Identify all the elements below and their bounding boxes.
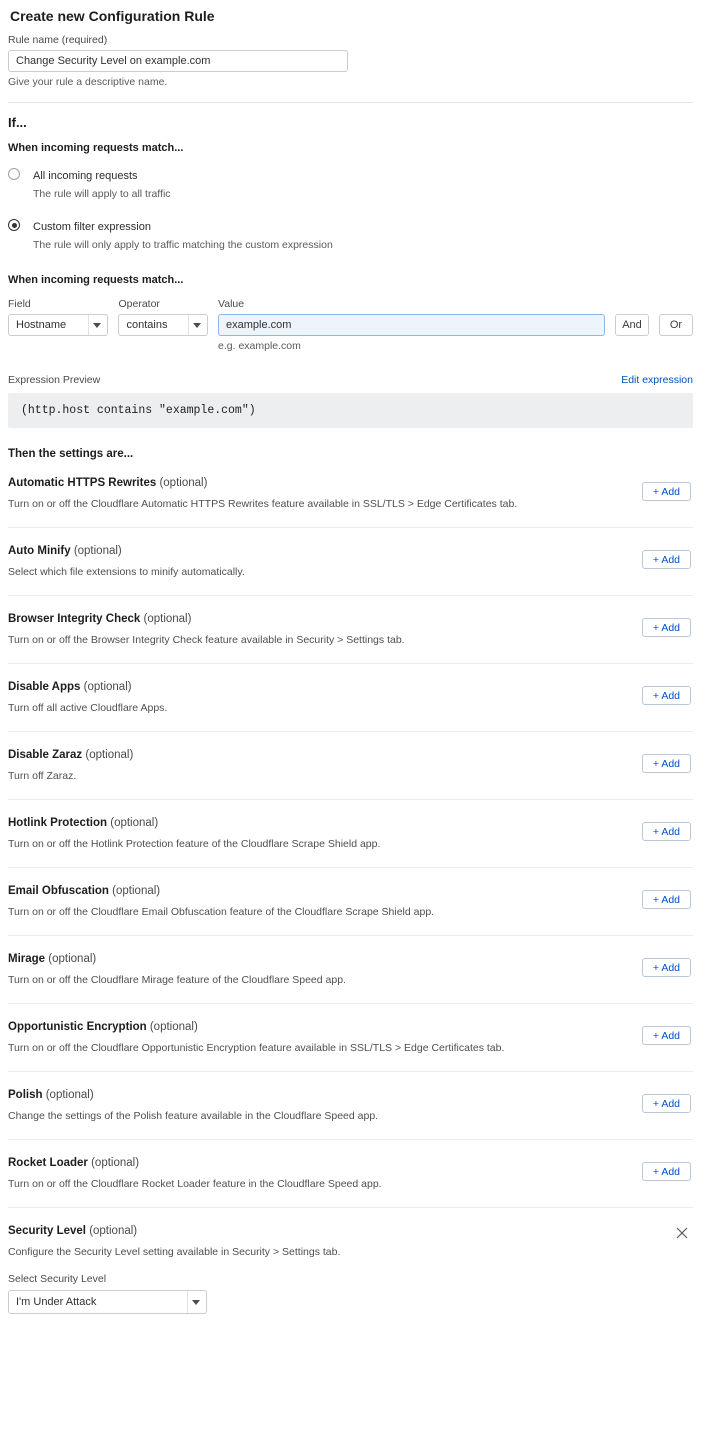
close-icon[interactable] (675, 1226, 689, 1240)
optional-tag: (optional) (85, 749, 134, 761)
setting-description: Turn on or off the Cloudflare Opportunistic Encryption feature available in SSL/TLS > Edge Certificates tab. (8, 1042, 505, 1054)
field-select[interactable] (8, 314, 108, 336)
divider (8, 102, 693, 103)
setting-title: Hotlink Protection (optional) (8, 817, 159, 829)
add-button[interactable]: + Add (642, 958, 691, 977)
page-title: Create new Configuration Rule (10, 8, 215, 24)
optional-tag: (optional) (48, 953, 97, 965)
radio-label-all-requests: All incoming requests (33, 170, 138, 182)
setting-description: Turn on or off the Cloudflare Mirage feature of the Cloudflare Speed app. (8, 974, 346, 986)
setting-title: Polish (optional) (8, 1089, 94, 1101)
setting-title: Browser Integrity Check (optional) (8, 613, 192, 625)
value-hint: e.g. example.com (218, 340, 301, 352)
radio-option-all-requests[interactable] (8, 166, 693, 201)
radio-icon[interactable] (8, 168, 20, 180)
add-button[interactable]: + Add (642, 822, 691, 841)
security-level-select-value: I'm Under Attack (16, 1296, 97, 1308)
optional-tag: (optional) (143, 613, 192, 625)
expression-preview-header (8, 374, 693, 386)
setting-hotlink-protection (8, 800, 693, 868)
operator-column (118, 298, 208, 336)
add-button[interactable]: + Add (642, 550, 691, 569)
setting-opportunistic-encryption (8, 1004, 693, 1072)
setting-description: Configure the Security Level setting available in Security > Settings tab. (8, 1246, 341, 1258)
setting-description: Turn on or off the Hotlink Protection feature of the Cloudflare Scrape Shield app. (8, 838, 381, 850)
add-button[interactable]: + Add (642, 754, 691, 773)
setting-automatic-https-rewrites (8, 460, 693, 528)
value-label: Value (218, 298, 245, 310)
optional-tag: (optional) (159, 477, 208, 489)
select-divider (187, 1291, 188, 1313)
select-divider (188, 315, 189, 335)
optional-tag: (optional) (91, 1157, 140, 1169)
optional-tag: (optional) (89, 1225, 138, 1237)
setting-title: Rocket Loader (optional) (8, 1157, 140, 1169)
optional-tag: (optional) (83, 681, 132, 693)
operator-select[interactable] (118, 314, 208, 336)
rule-name-help: Give your rule a descriptive name. (8, 76, 168, 88)
setting-auto-minify (8, 528, 693, 596)
operator-select-value: contains (126, 319, 168, 331)
add-button[interactable]: + Add (642, 1094, 691, 1113)
setting-security-level (8, 1208, 693, 1330)
then-section-heading: Then the settings are... (8, 448, 134, 460)
add-button[interactable]: + Add (642, 890, 691, 909)
setting-title: Email Obfuscation (optional) (8, 885, 161, 897)
setting-rocket-loader (8, 1140, 693, 1208)
field-label: Field (8, 298, 31, 310)
radio-desc-custom-filter: The rule will only apply to traffic matching the custom expression (33, 239, 333, 251)
add-button[interactable]: + Add (642, 1162, 691, 1181)
chevron-down-icon (192, 1300, 200, 1305)
setting-title: Auto Minify (optional) (8, 545, 122, 557)
setting-title: Automatic HTTPS Rewrites (optional) (8, 477, 208, 489)
if-section-subheading: When incoming requests match... (8, 142, 184, 154)
setting-title: Opportunistic Encryption (optional) (8, 1021, 198, 1033)
or-button[interactable]: Or (659, 314, 693, 336)
optional-tag: (optional) (73, 545, 122, 557)
setting-browser-integrity-check (8, 596, 693, 664)
expression-preview-code: (http.host contains "example.com") (8, 393, 693, 428)
edit-expression-link[interactable]: Edit expression (621, 374, 693, 386)
if-section-heading: If... (8, 115, 27, 130)
setting-polish (8, 1072, 693, 1140)
setting-description: Turn on or off the Cloudflare Rocket Loader feature in the Cloudflare Speed app. (8, 1178, 382, 1190)
setting-description: Turn off all active Cloudflare Apps. (8, 702, 168, 714)
optional-tag: (optional) (110, 817, 159, 829)
security-level-select-label: Select Security Level (8, 1273, 107, 1285)
setting-title: Security Level (optional) (8, 1225, 138, 1237)
setting-description: Turn on or off the Cloudflare Automatic HTTPS Rewrites feature available in SSL/TLS > Edge Certificates tab. (8, 498, 518, 510)
add-button[interactable]: + Add (642, 618, 691, 637)
setting-email-obfuscation (8, 868, 693, 936)
setting-title: Disable Zaraz (optional) (8, 749, 134, 761)
setting-description: Turn on or off the Cloudflare Email Obfuscation feature of the Cloudflare Scrape Shield app. (8, 906, 435, 918)
setting-disable-apps (8, 664, 693, 732)
expression-builder-heading: When incoming requests match... (8, 274, 184, 286)
security-level-select[interactable] (8, 1290, 207, 1314)
setting-description: Change the settings of the Polish feature available in the Cloudflare Speed app. (8, 1110, 379, 1122)
setting-title: Mirage (optional) (8, 953, 97, 965)
add-button[interactable]: + Add (642, 1026, 691, 1045)
field-column (8, 298, 108, 336)
field-select-value: Hostname (16, 319, 67, 331)
optional-tag: (optional) (112, 885, 161, 897)
value-column (218, 298, 605, 352)
select-divider (88, 315, 89, 335)
add-button[interactable]: + Add (642, 686, 691, 705)
radio-icon-selected[interactable] (8, 219, 20, 231)
radio-label-custom-filter: Custom filter expression (33, 221, 151, 233)
expression-preview-label: Expression Preview (8, 374, 101, 386)
setting-description: Turn off Zaraz. (8, 770, 77, 782)
setting-disable-zaraz (8, 732, 693, 800)
operator-label: Operator (118, 298, 160, 310)
or-button-wrap (659, 298, 693, 336)
and-button[interactable]: And (615, 314, 649, 336)
rule-name-group (8, 34, 693, 88)
add-button[interactable]: + Add (642, 482, 691, 501)
optional-tag: (optional) (149, 1021, 198, 1033)
setting-description: Select which file extensions to minify automatically. (8, 566, 245, 578)
rule-name-input[interactable] (8, 50, 348, 72)
rule-name-label: Rule name (required) (8, 34, 108, 46)
expression-builder-row (8, 298, 693, 352)
value-input[interactable] (218, 314, 605, 336)
setting-description: Turn on or off the Browser Integrity Check feature available in Security > Settings tab. (8, 634, 405, 646)
chevron-down-icon (193, 323, 201, 328)
setting-mirage (8, 936, 693, 1004)
radio-desc-all-requests: The rule will apply to all traffic (33, 188, 171, 200)
optional-tag: (optional) (45, 1089, 94, 1101)
radio-option-custom-filter[interactable] (8, 217, 693, 252)
setting-title: Disable Apps (optional) (8, 681, 132, 693)
chevron-down-icon (93, 323, 101, 328)
and-button-wrap (615, 298, 649, 336)
